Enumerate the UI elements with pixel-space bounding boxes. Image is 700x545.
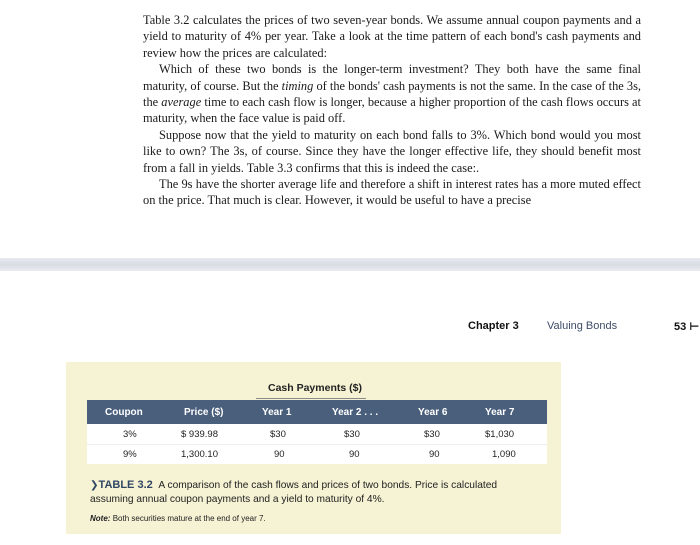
caption-label: TABLE 3.2 [98, 479, 153, 491]
caption-arrow-icon: ❯ [90, 480, 99, 491]
group-header-rule [256, 398, 366, 399]
cell-coupon: 9% [123, 449, 137, 460]
body-text [143, 12, 641, 209]
cell-year7: $1,030 [485, 428, 515, 440]
paragraph-2: Which of these two bonds is the longer-term investment? They both have the same final maturity, of course. But the timing of the bonds' cash payments is not the same. In the case of the 3s, the average time to each cash flow is longer, because a higher proportion of the cash flows occurs at maturity, when the face value is paid off. [143, 62, 641, 126]
chapter-title: Valuing Bonds [547, 320, 618, 332]
emphasis-timing: timing [281, 78, 314, 93]
cell-year6: $30 [424, 428, 440, 440]
caption-text: A comparison of the cash flows and prices of two bonds. Price is calculated assuming annual coupon payments and a yield to maturity of 4%. [90, 480, 498, 505]
table-row [87, 424, 547, 444]
table-note [90, 514, 266, 523]
cell-price: $ 939.98 [181, 428, 218, 440]
table-caption [90, 478, 530, 507]
cell-year2: $30 [344, 428, 360, 440]
bond-table [87, 400, 547, 464]
col-price: Price ($) [184, 406, 224, 418]
paragraph-1: Table 3.2 calculates the prices of two seven-year bonds. We assume annual coupon payments and a yield to maturity of 4% per year. Take a look at the time pattern of each bond's cash payments and review how the prices are calculated: [143, 13, 641, 60]
cell-year6: 90 [429, 449, 440, 460]
table-panel [66, 362, 561, 534]
cell-year2: 90 [349, 449, 360, 460]
col-coupon: Coupon [105, 406, 143, 418]
paragraph-4: The 9s have the shorter average life and therefore a shift in interest rates has a more muted effect on the price. That much is clear. However, it would be useful to have a precise [143, 177, 641, 208]
note-text: Both securities mature at the end of year 7. [112, 514, 266, 523]
emphasis-average: average [161, 95, 202, 110]
paragraph-3: Suppose now that the yield to maturity on each bond falls to 3%. Which bond would you most like to own? The 3s, of course. Since they have the longer effective life, they should benefit most from a fall in yields. Table 3.3 confirms that this is indeed the case:. [143, 127, 641, 175]
page-separator [0, 258, 700, 271]
cell-year1: $30 [270, 428, 286, 440]
text-page [0, 0, 700, 258]
note-label: Note: [90, 514, 111, 523]
cell-coupon: 3% [123, 428, 137, 440]
col-year2: Year 2 . . . [332, 406, 379, 418]
cell-year1: 90 [274, 449, 285, 460]
cash-payments-header: Cash Payments ($) [268, 382, 362, 394]
chapter-label: Chapter 3 [468, 320, 519, 332]
cell-year7: 1,090 [492, 449, 516, 460]
cell-price: 1,300.10 [181, 449, 218, 460]
col-year7: Year 7 [485, 406, 515, 418]
table-header-row [87, 400, 547, 424]
col-year6: Year 6 [418, 406, 448, 418]
col-year1: Year 1 [262, 406, 292, 418]
table-row [87, 444, 547, 464]
page-header [0, 320, 700, 336]
page-number: 53 ⊢ [674, 321, 700, 333]
